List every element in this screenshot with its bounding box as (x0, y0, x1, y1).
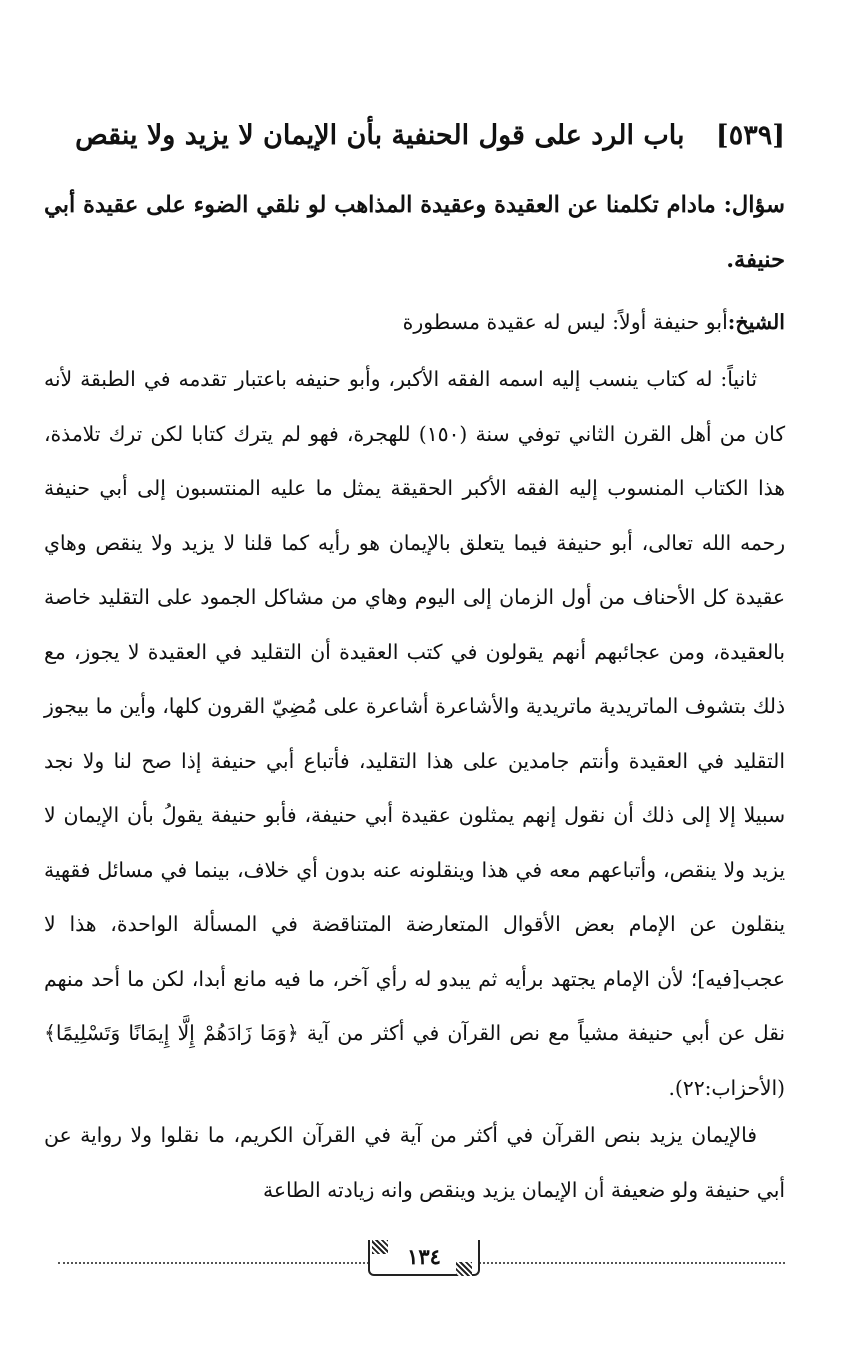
answer-label: الشيخ: (727, 310, 785, 334)
ornament-icon (372, 1240, 388, 1254)
body-paragraph-1 (44, 352, 785, 1115)
chapter-title: باب الرد على قول الحنفية بأن الإيمان لا يزيد ولا ينقص (75, 120, 685, 151)
ornament-icon (456, 1262, 472, 1276)
question-block (44, 178, 785, 288)
page-number: ١٣٤ (368, 1240, 480, 1276)
chapter-number: [٥٣٩] (715, 120, 785, 151)
answer-first-line: أبو حنيفة أولاً: ليس له عقيدة مسطورة (402, 310, 728, 334)
answer-intro (44, 296, 785, 348)
paragraph-text: ثانياً: له كتاب ينسب إليه اسمه الفقه الأكبر، وأبو حنيفه باعتبار تقدمه في الطبقة لأنه كان من أهل القرن الثاني توفي سنة (١٥٠) للهجرة، فهو لم يترك كتابا لكن ترك تلامذة، هذا الكتاب المنسوب إليه الفقه الأكبر الحقيقة يمثل ما عليه المنتسبون إلى أبي حنيفة رحمه الله تعالى، أبو حنيفة فيما يتعلق بالإيمان هو رأيه كما قلنا لا يزيد ولا ينقص وهاي عقيدة كل الأحناف من أول الزمان إلى اليوم وهاي من مشاكل الجمود على التقليد خاصة بالعقيدة، ومن عجائبهم أنهم يقولون في كتب العقيدة أن التقليد في العقيدة لا يجوز، مع ذلك بتشوف الماتريدية ماتريدية والأشاعرة أشاعرة على مُضِيّ القرون كلها، وأين ما بيجوز التقليد في العقيدة وأنتم جامدين على هذا التقليد، فأتباع أبي حنيفة إذا صح لنا ولا نجد سبيلا إلا إلى ذلك أن نقول إنهم يمثلون عقيدة أبي حنيفة، فأبو حنيفة يقولُ بأن الإيمان لا يزيد ولا ينقص، وأتباعهم معه في هذا وينقلونه عنه بدون أي خلاف، بينما في مسائل فقهية ينقلون عن الإمام بعض الأقوال المتعارضة المتناقضة في المسألة الواحدة، هذا لا عجب[فيه]؛ لأن الإمام يجتهد برأيه ثم يبدو له رأي آخر، ما فيه مانع أبدا، لكن ما أحد منهم نقل عن أبي حنيفة مشياً مع نص القرآن في أكثر من آية ﴿وَمَا زَادَهُمْ إِلَّا إِيمَانًا وَتَسْلِيمًا﴾ (الأحزاب:٢٢). (44, 367, 785, 1100)
body-paragraph-2 (44, 1108, 785, 1218)
question-text: مادام تكلمنا عن العقيدة وعقيدة المذاهب لو نلقي الضوء على عقيدة أبي حنيفة. (43, 192, 785, 273)
question-label: سؤال: (723, 192, 785, 218)
chapter-heading (40, 112, 785, 160)
paragraph-text: فالإيمان يزيد بنص القرآن في أكثر من آية في القرآن الكريم، ما نقلوا ولا رواية عن أبي حنيفة ولو ضعيفة أن الإيمان يزيد وينقص وانه زيادته الطاعة (44, 1123, 785, 1202)
